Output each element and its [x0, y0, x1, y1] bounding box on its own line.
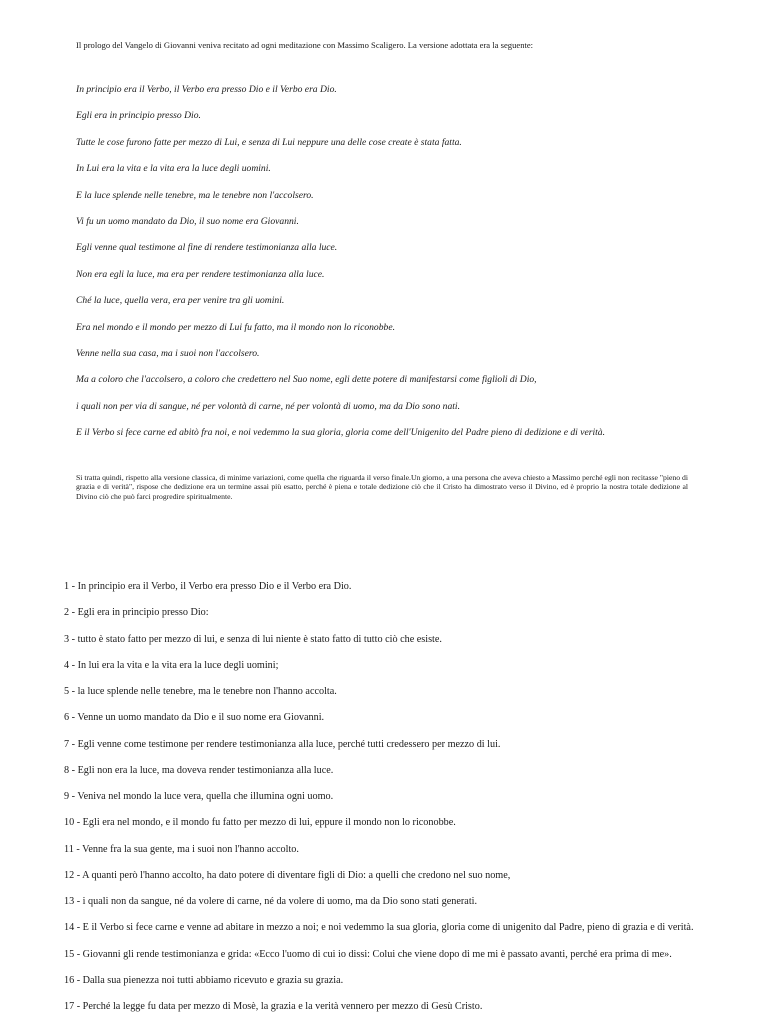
- verse-line: 5 - la luce splende nelle tenebre, ma le tenebre non l'hanno accolta.: [64, 686, 337, 697]
- prologue-line: Egli venne qual testimone al fine di rendere testimonianza alla luce.: [76, 242, 338, 254]
- verse-line: 4 - In lui era la vita e la vita era la luce degli uomini;: [64, 659, 279, 671]
- verse-line: 10 - Egli era nel mondo, e il mondo fu fatto per mezzo di lui, eppure il mondo non lo riconobbe.: [64, 817, 456, 829]
- prologue-line: Non era egli la luce, ma era per rendere testimonianza alla luce.: [76, 268, 325, 280]
- verse-line: 8 - Egli non era la luce, ma doveva render testimonianza alla luce.: [64, 764, 334, 776]
- verse-line: 1 - In principio era il Verbo, il Verbo era presso Dio e il Verbo era Dio.: [64, 581, 352, 592]
- verse-line: 16 - Dalla sua pienezza noi tutti abbiamo ricevuto e grazia su grazia.: [64, 974, 344, 986]
- verse-line: 15 - Giovanni gli rende testimonianza e grida: «Ecco l'uomo di cui io dissi: Colui che viene dopo di me mi è passato avanti, perché era prima di me».: [64, 948, 672, 960]
- verse-list: [64, 578, 764, 1024]
- prologue-line: E la luce splende nelle tenebre, ma le tenebre non l'accolsero.: [76, 189, 314, 201]
- verse-line: 3 - tutto è stato fatto per mezzo di lui, e senza di lui niente è stato fatto di tutto ciò che esiste.: [64, 633, 442, 645]
- intro-paragraph: Il prologo del Vangelo di Giovanni veniva recitato ad ogni meditazione con Massimo Scaligero. La versione adottata era la seguente:: [76, 40, 534, 50]
- prologue-line: Vi fu un uomo mandato da Dio, il suo nome era Giovanni.: [76, 215, 299, 227]
- prologue-line: Egli era in principio presso Dio.: [76, 110, 201, 122]
- verse-line: 9 - Veniva nel mondo la luce vera, quella che illumina ogni uomo.: [64, 791, 334, 802]
- verse-line: 11 - Venne fra la sua gente, ma i suoi non l'hanno accolto.: [64, 843, 299, 855]
- prologue-line: Era nel mondo e il mondo per mezzo di Lui fu fatto, ma il mondo non lo riconobbe.: [76, 321, 395, 333]
- prologue-line: Ché la luce, quella vera, era per venire tra gli uomini.: [76, 295, 285, 307]
- verse-line: 13 - i quali non da sangue, né da volere di carne, né da volere di uomo, ma da Dio sono stati generati.: [64, 896, 478, 907]
- verse-line: 12 - A quanti però l'hanno accolto, ha dato potere di diventare figli di Dio: a quelli che credono nel suo nome,: [64, 869, 511, 881]
- prologue-line: Ma a coloro che l'accolsero, a coloro che credettero nel Suo nome, egli dette potere di manifestarsi come figlioli di Dio,: [76, 374, 537, 386]
- prologue-line: E il Verbo si fece carne ed abitò fra noi, e noi vedemmo la sua gloria, gloria come dell'Unigenito del Padre pieno di dedizione e di verità.: [76, 427, 605, 439]
- verse-line: 2 - Egli era in principio presso Dio:: [64, 607, 209, 619]
- prologue-line: i quali non per via di sangue, né per volontà di carne, né per volontà di uomo, ma da Dio sono nati.: [76, 400, 460, 412]
- verse-line: 14 - E il Verbo si fece carne e venne ad abitare in mezzo a noi; e noi vedemmo la sua gloria, gloria come di unigenito dal Padre, pieno di grazia e di verità.: [64, 922, 694, 934]
- prologue-line: Venne nella sua casa, ma i suoi non l'accolsero.: [76, 347, 260, 359]
- verse-line: 17 - Perché la legge fu data per mezzo di Mosè, la grazia e la verità vennero per mezzo di Gesù Cristo.: [64, 1001, 483, 1012]
- prologue-line: In principio era il Verbo, il Verbo era presso Dio e il Verbo era Dio.: [76, 84, 337, 95]
- verse-line: 6 - Venne un uomo mandato da Dio e il suo nome era Giovanni.: [64, 712, 325, 724]
- verse-line: 7 - Egli venne come testimone per rendere testimonianza alla luce, perché tutti credessero per mezzo di lui.: [64, 738, 501, 750]
- note-paragraph: Si tratta quindi, rispetto alla versione classica, di minime variazioni, come quella che riguarda il verso finale.Un giorno, a una persona che aveva chiesto a Massimo perché egli non recitasse "pieno di grazia e di verità", rispose che dedizione era un termine assai più esatto, perché è piena e totale dedizione ciò che il Cristo ha dimostrato verso il Divino, ed è proprio la nostra totale dedizione al Divino ciò che può farci progredire spiritualmente.: [76, 473, 688, 501]
- prologue-line: Tutte le cose furono fatte per mezzo di Lui, e senza di Lui neppure una delle cose create è stata fatta.: [76, 136, 462, 148]
- prologue-line: In Lui era la vita e la vita era la luce degli uomini.: [76, 163, 271, 175]
- prologue-list: [76, 82, 736, 451]
